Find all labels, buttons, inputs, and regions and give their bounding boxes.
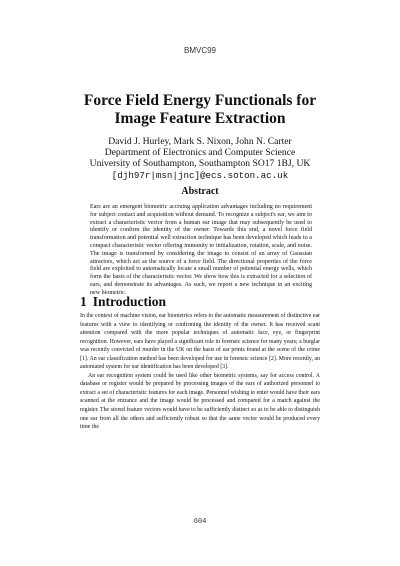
section-number: 1 [80,294,87,309]
title-line-2: Image Feature Extraction [114,110,286,127]
author-department: Department of Electronics and Computer Science [104,147,296,159]
section-body [80,312,320,432]
section-heading [80,294,166,310]
author-university: University of Southampton, Southampton SO17 1BJ, UK [89,158,311,170]
body-paragraph-1: In the context of machine vision, ear biometrics refers to the automatic measurement of distinctive ear features with a view to identifying or confirming the identity of the owner. It has received scant attention compared with the more popular techniques of automatic face, eye, or fingerprint recognition. However, ears have played a significant role in forensic science for many years; a burglar was recently convicted of murder in the UK on the basis of ear prints found at the scene of the crime [1]. An ear classification method has been developed for use in forensic science [2]. More recently, an automated system for ear identification has been developed [3]. [80,313,320,371]
author-email: [djh97r|msn|jnc]@ecs.soton.ac.uk [111,169,289,181]
title-line-1: Force Field Energy Functionals for [83,92,317,109]
abstract-heading: Abstract [181,186,219,197]
author-names: David J. Hurley, Mark S. Nixon, John N. Carter [108,136,292,147]
author-block [40,136,360,181]
section-title: Introduction [92,294,167,309]
body-paragraph-2: An ear recognition system could be used like other biometric systems, say for access control. A database or register would be prepared by processing images of the ears of authorized personnel to extract a set of characteristic features for each image. Personnel wishing to enter would have their ears scanned at the entrance and the image would be processed and compared for a match against the register. The stored feature vectors would have to be sufficiently distinct so as to be able to distinguish one ear from all the others and sufficiently robust so that the same vector would be produced every time the [80,372,320,431]
conference-header: BMVC99 [183,46,216,55]
paper-title [40,92,360,128]
page-number: 604 [193,518,207,526]
abstract-text: Ears are an emergent biometric accruing application advantages including no requirement for subject contact and acquisition without demand. To recognize a subject's ear, we aim to extract a characteristic vector from a human ear image that may subsequently be used to identify or confirm the identity of the owner. Towards this end, a novel force field transformation and potential well extraction technique has been developed which leads to a compact characteristic vector offering immunity to initialization, rotation, scale, and noise. The image is transformed by considering the image to consist of an array of Gaussian attractors, which act as the source of a force field. The directional properties of the force field are exploited to automatically locate a small number of potential energy wells, which form the basis of the characteristic vector. We show how this is extracted for a selection of ears, and demonstrate its advantages. As such, we report a new technique in an exciting new biometric. [90,204,312,296]
